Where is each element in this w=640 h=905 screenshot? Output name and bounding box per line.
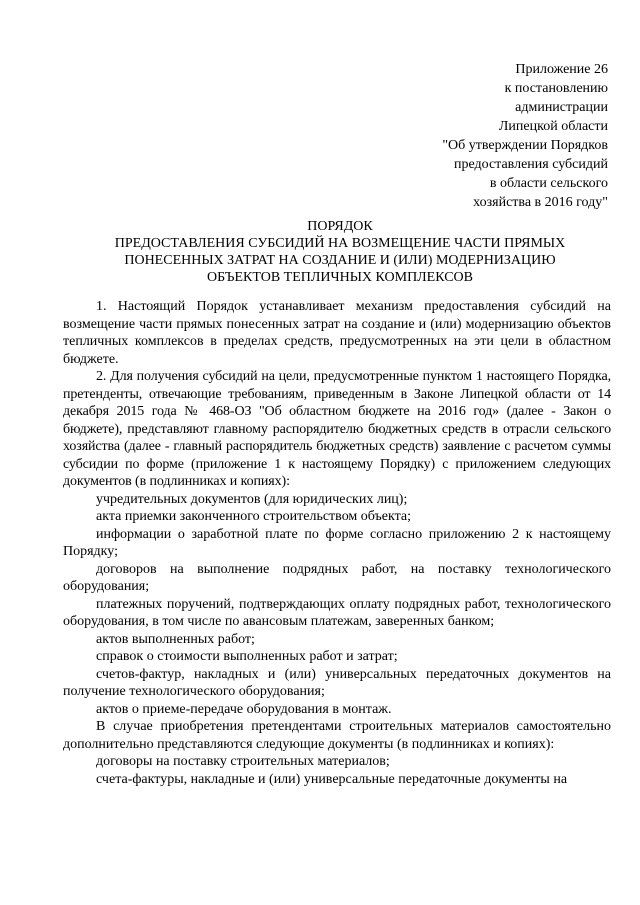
list-item: актов о приеме-передаче оборудования в монтаж. [96,701,392,717]
paragraph-1: 1. Настоящий Порядок устанавливает механизм предоставления субсидий на возмещение части прямых понесенных затрат на создание и (или) модернизацию объектов тепличных комплексов в пределах средств, предусмотренных на эти цели в областном бюджете. [63,299,611,367]
list-item: договоры на поставку строительных материалов; [96,754,390,769]
list-item: информации о заработной плате по форме согласно приложению 2 к настоящему Порядку; [63,526,611,559]
list-item: платежных поручений, подтверждающих оплату подрядных работ, технологического оборудования, в том числе по авансовым платежам, заверенных банком; [63,596,611,629]
paragraph-additional-docs: В случае приобретения претендентами строительных материалов самостоятельно дополнительно представляются следующие документы (в подлинниках и копиях): [63,719,611,752]
appendix-note [348,60,608,212]
appendix-line: администрации [515,100,608,115]
title-heading: ПОРЯДОК [307,219,373,234]
paragraph-2: 2. Для получения субсидий на цели, предусмотренные пунктом 1 настоящего Порядка, претенденты, отвечающие требованиям, приведенным в Законе Липецкой области от 14 декабря 2015 года № 468-ОЗ "Об областном бюджете на 2016 год» (далее - Закон о бюджете), представляют главному распорядителю бюджетных средств в отрасли сельского хозяйства (далее - главный распорядитель бюджетных средств) заявление с расчетом суммы субсидии по форме (приложение 1 к настоящему Порядку) с приложением следующих документов (в подлинниках и копиях): [63,369,611,489]
list-item: договоров на выполнение подрядных работ, на поставку технологического оборудования; [63,561,611,594]
appendix-line: "Об утверждении Порядков [442,138,608,153]
list-item: учредительных документов (для юридических лиц); [96,491,408,507]
document-title [60,218,620,286]
title-line: ПРЕДОСТАВЛЕНИЯ СУБСИДИЙ НА ВОЗМЕЩЕНИЕ ЧАСТИ ПРЯМЫХ [114,236,566,251]
appendix-line: в области сельского [489,176,608,191]
list-item: счета-фактуры, накладные и (или) универсальные передаточные документы на [96,771,568,787]
title-line: ОБЪЕКТОВ ТЕПЛИЧНЫХ КОМПЛЕКСОВ [206,270,474,285]
list-item: акта приемки законченного строительством объекта; [96,509,412,524]
appendix-line: Приложение 26 [515,62,608,77]
appendix-line: к постановлению [504,81,608,96]
appendix-line: хозяйства в 2016 году" [473,195,608,210]
list-item: актов выполненных работ; [96,631,255,647]
document-body [63,298,611,788]
list-item: счетов-фактур, накладных и (или) универсальных передаточных документов на получение технологического оборудования; [63,666,611,699]
title-line: ПОНЕСЕННЫХ ЗАТРАТ НА СОЗДАНИЕ И (ИЛИ) МОДЕРНИЗАЦИЮ [124,253,556,268]
appendix-line: Липецкой области [498,119,608,134]
appendix-line: предоставления субсидий [453,157,608,172]
list-item: справок о стоимости выполненных работ и затрат; [96,649,398,664]
